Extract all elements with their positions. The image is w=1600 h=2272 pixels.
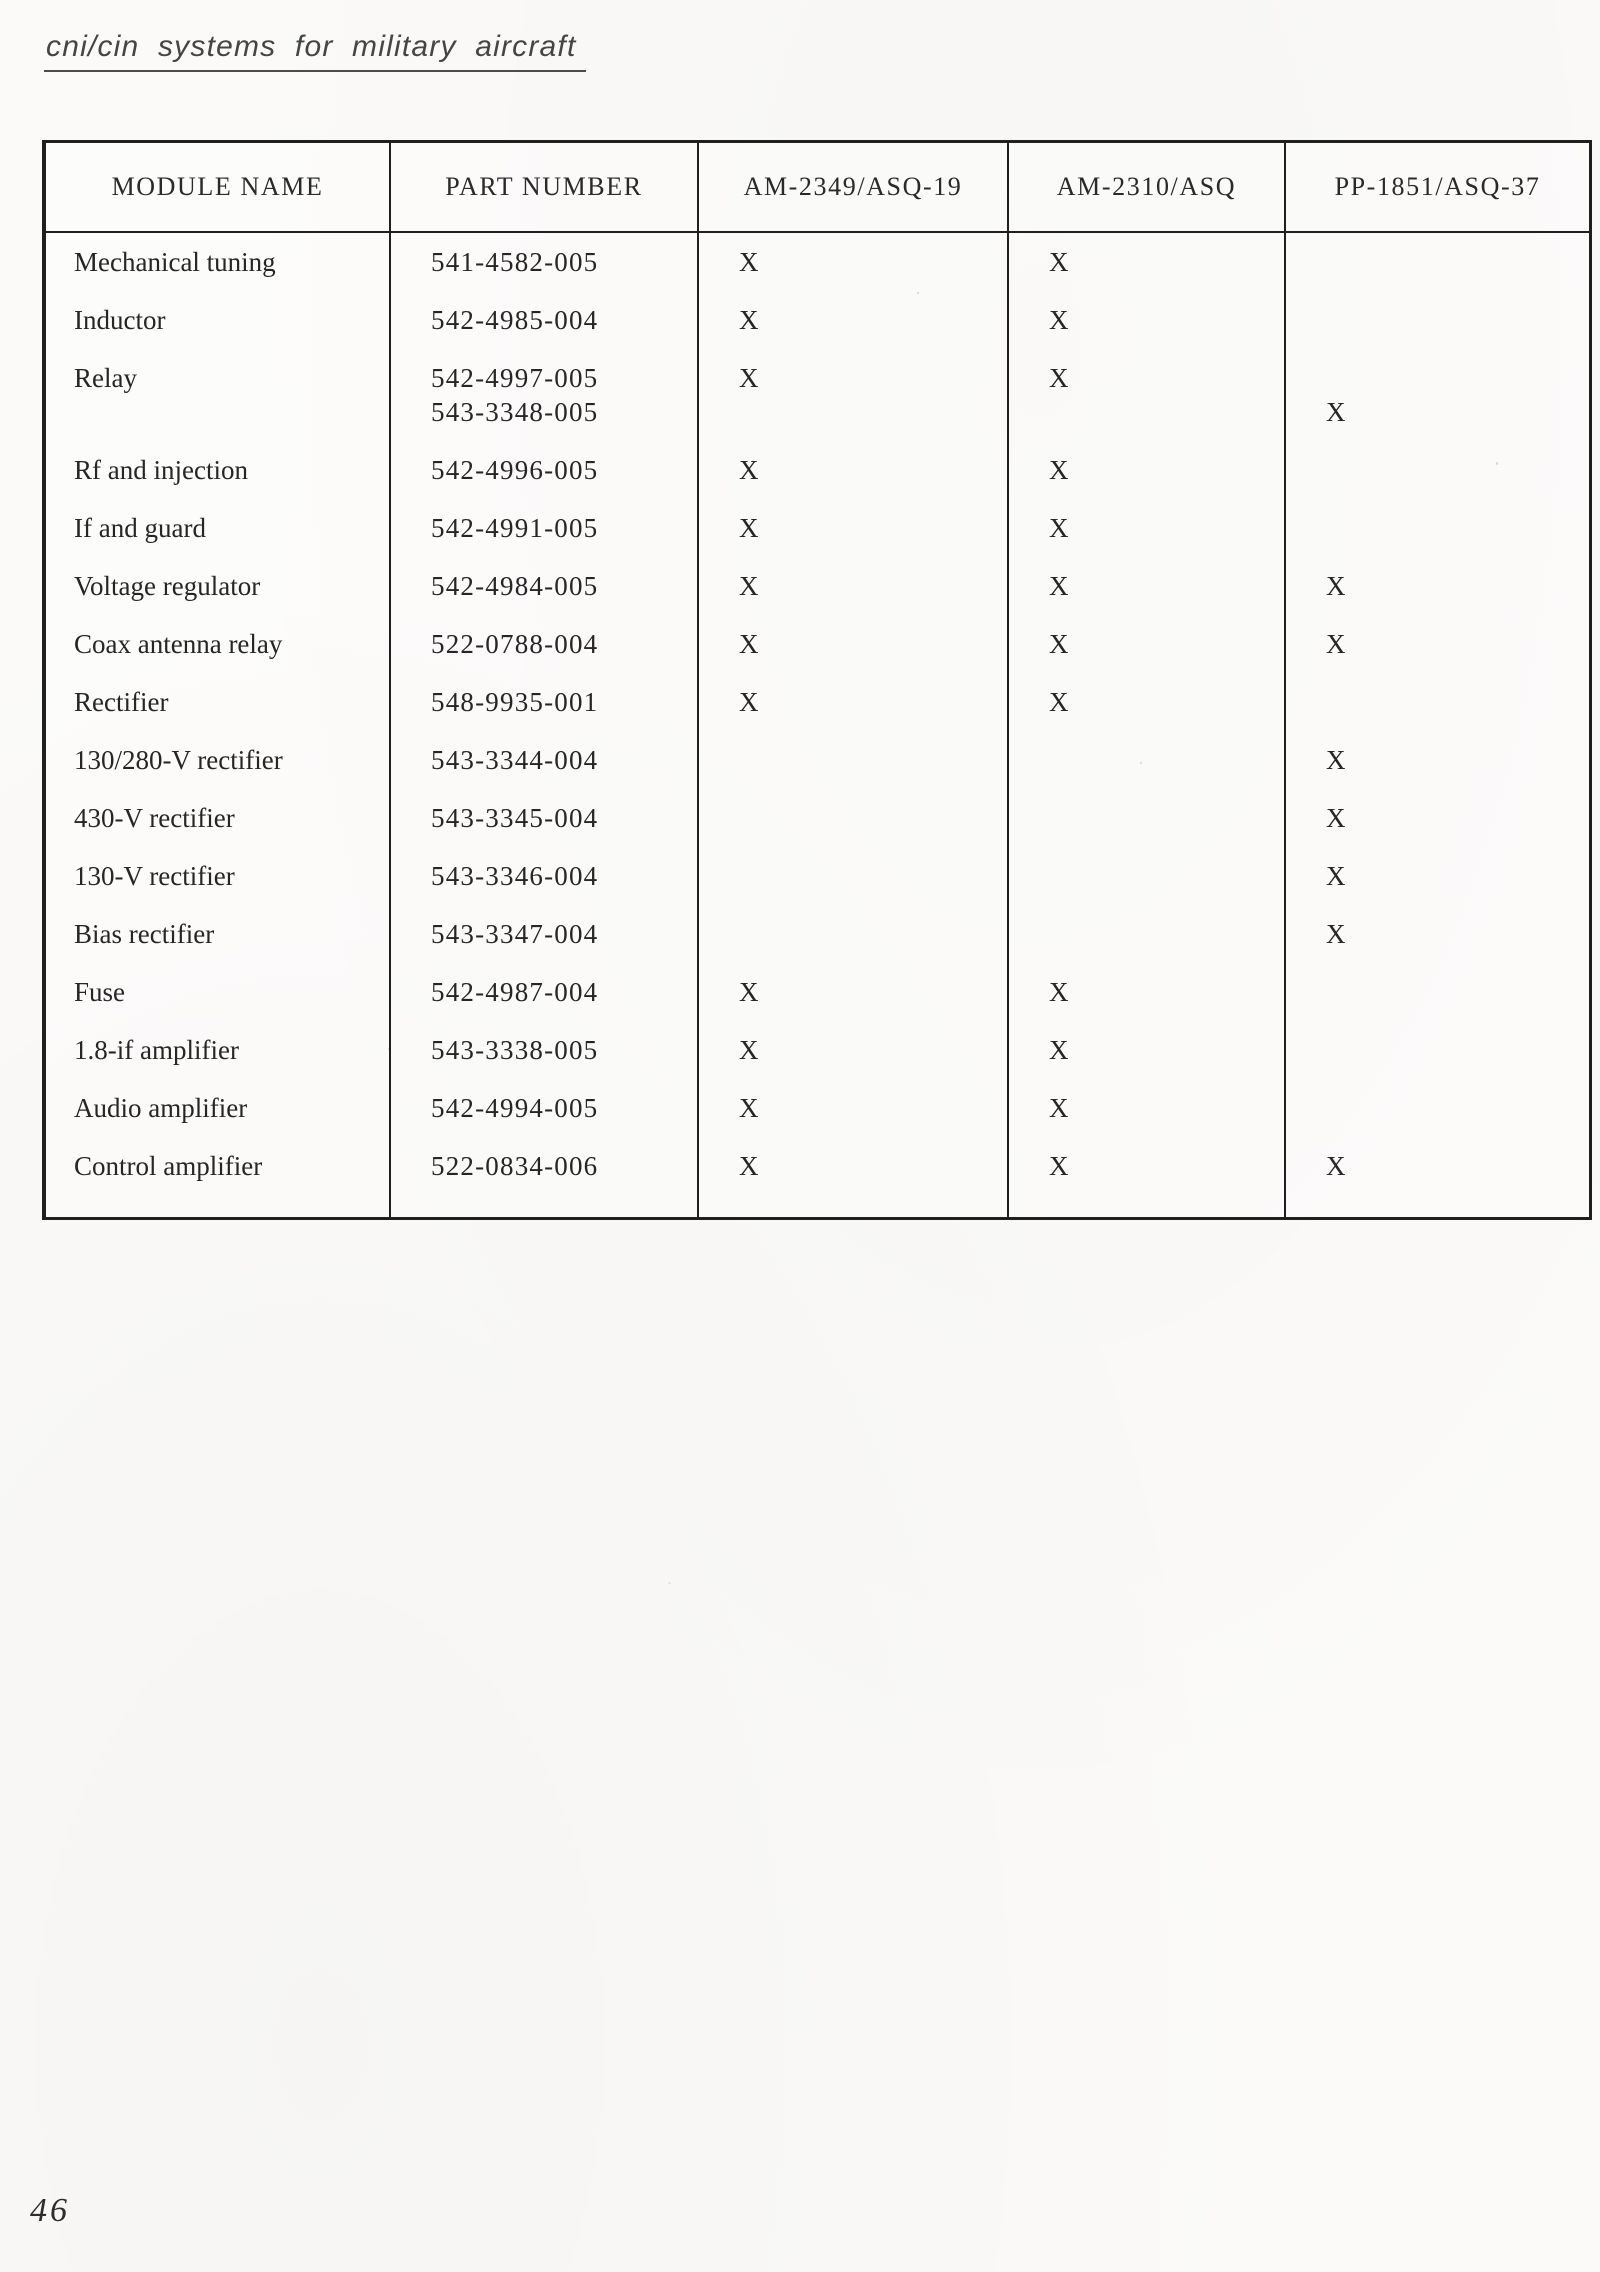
x-mark: X: [739, 305, 759, 335]
part-number: 542-4987-004: [431, 977, 599, 1007]
part-number: 542-4994-005: [431, 1093, 599, 1123]
x-mark-empty: [739, 859, 1007, 893]
module-name-cell: [46, 673, 389, 731]
page-title: cni/cin systems for military aircraft: [44, 30, 586, 72]
x-mark: X: [1326, 629, 1346, 659]
x-mark-empty: [1326, 685, 1589, 719]
module-name-cell: [46, 233, 389, 291]
module-name-cell: [46, 963, 389, 1021]
pp1851-mark-cell: [1284, 1079, 1589, 1137]
x-mark: X: [739, 1093, 759, 1123]
x-mark: X: [1049, 363, 1069, 393]
part-number-cell: [389, 291, 697, 349]
x-mark: X: [1326, 803, 1346, 833]
am2349-mark-cell: [697, 233, 1007, 291]
x-mark: X: [739, 513, 759, 543]
part-number-cell: [389, 963, 697, 1021]
x-mark-empty: [1326, 245, 1589, 279]
part-number-cell: [389, 1137, 697, 1217]
x-mark-empty: [1326, 975, 1589, 1009]
x-mark-empty: [1049, 801, 1284, 835]
part-number: 543-3345-004: [431, 803, 599, 833]
x-mark: X: [739, 247, 759, 277]
part-number-cell: [389, 499, 697, 557]
am2310-mark-cell: [1007, 905, 1284, 963]
x-mark-empty: [1326, 361, 1589, 395]
am2349-mark-cell: [697, 291, 1007, 349]
module-label: Inductor: [74, 305, 166, 335]
module-label: Coax antenna relay: [74, 629, 283, 659]
module-name-cell: [46, 1021, 389, 1079]
am2310-mark-cell: [1007, 615, 1284, 673]
x-mark: X: [739, 1151, 759, 1181]
module-name-cell: [46, 291, 389, 349]
am2310-mark-cell: [1007, 233, 1284, 291]
pp1851-mark-cell: [1284, 349, 1589, 441]
x-mark: X: [739, 629, 759, 659]
x-mark: X: [739, 977, 759, 1007]
part-number: 542-4997-005: [431, 363, 599, 393]
am2310-mark-cell: [1007, 349, 1284, 441]
pp1851-mark-cell: [1284, 1021, 1589, 1079]
pp1851-mark-cell: [1284, 233, 1589, 291]
am2310-mark-cell: [1007, 557, 1284, 615]
x-mark: X: [739, 455, 759, 485]
x-mark-empty: [1326, 511, 1589, 545]
part-number: 543-3347-004: [431, 919, 599, 949]
am2310-mark-cell: [1007, 789, 1284, 847]
part-number: 542-4985-004: [431, 305, 599, 335]
am2310-mark-cell: [1007, 499, 1284, 557]
module-name-cell: [46, 1137, 389, 1217]
part-number: 542-4984-005: [431, 571, 599, 601]
pp1851-mark-cell: [1284, 441, 1589, 499]
am2349-mark-cell: [697, 673, 1007, 731]
am2310-mark-cell: [1007, 847, 1284, 905]
column-header-am2349: AM-2349/ASQ-19: [697, 143, 1007, 233]
x-mark: X: [1326, 919, 1346, 949]
x-mark-empty: [739, 395, 1007, 429]
scan-speck: [1496, 462, 1498, 465]
module-name-cell: [46, 789, 389, 847]
x-mark-empty: [1326, 1091, 1589, 1125]
pp1851-mark-cell: [1284, 905, 1589, 963]
part-number: 543-3344-004: [431, 745, 599, 775]
am2310-mark-cell: [1007, 673, 1284, 731]
x-mark-empty: [1049, 395, 1284, 429]
am2310-mark-cell: [1007, 731, 1284, 789]
am2349-mark-cell: [697, 963, 1007, 1021]
pp1851-mark-cell: [1284, 847, 1589, 905]
module-label: Control amplifier: [74, 1151, 263, 1181]
pp1851-mark-cell: [1284, 731, 1589, 789]
pp1851-mark-cell: [1284, 673, 1589, 731]
x-mark: X: [1326, 745, 1346, 775]
module-label: Audio amplifier: [74, 1093, 248, 1123]
module-name-cell: [46, 615, 389, 673]
part-number-cell: [389, 673, 697, 731]
column-header-am2310: AM-2310/ASQ: [1007, 143, 1284, 233]
scan-speck: [632, 186, 635, 189]
x-mark: X: [1326, 861, 1346, 891]
page-number: 46: [30, 2192, 70, 2229]
am2310-mark-cell: [1007, 1079, 1284, 1137]
part-number: 548-9935-001: [431, 687, 599, 717]
x-mark: X: [1049, 687, 1069, 717]
x-mark: X: [739, 363, 759, 393]
x-mark-empty: [739, 743, 1007, 777]
module-label: Mechanical tuning: [74, 247, 276, 277]
module-label: 430-V rectifier: [74, 803, 235, 833]
am2310-mark-cell: [1007, 291, 1284, 349]
x-mark: X: [1326, 1151, 1346, 1181]
part-number-cell: [389, 847, 697, 905]
module-label: Rf and injection: [74, 455, 248, 485]
part-number: 541-4582-005: [431, 247, 599, 277]
x-mark: X: [1049, 977, 1069, 1007]
x-mark-empty: [1326, 453, 1589, 487]
am2349-mark-cell: [697, 499, 1007, 557]
module-name-cell: [46, 731, 389, 789]
am2349-mark-cell: [697, 789, 1007, 847]
am2349-mark-cell: [697, 1137, 1007, 1217]
module-name-cell: [46, 847, 389, 905]
am2310-mark-cell: [1007, 1137, 1284, 1217]
x-mark: X: [1049, 513, 1069, 543]
part-number-cell: [389, 1079, 697, 1137]
x-mark-empty: [1049, 917, 1284, 951]
x-mark-empty: [1326, 303, 1589, 337]
am2349-mark-cell: [697, 905, 1007, 963]
part-number: 522-0834-006: [431, 1151, 599, 1181]
x-mark: X: [1049, 1093, 1069, 1123]
x-mark-empty: [739, 801, 1007, 835]
module-label: Rectifier: [74, 687, 169, 717]
module-label: If and guard: [74, 513, 206, 543]
module-label: 1.8-if amplifier: [74, 1035, 239, 1065]
part-number-cell: [389, 441, 697, 499]
scan-speck: [388, 1048, 390, 1050]
part-number-cell: [389, 349, 697, 441]
part-number-cell: [389, 557, 697, 615]
x-mark-empty: [1326, 1033, 1589, 1067]
module-name-cell: [46, 499, 389, 557]
x-mark: X: [1049, 1151, 1069, 1181]
x-mark-empty: [1049, 743, 1284, 777]
am2310-mark-cell: [1007, 441, 1284, 499]
module-label: 130-V rectifier: [74, 861, 235, 891]
x-mark: X: [1326, 571, 1346, 601]
module-parts-table: [42, 140, 1592, 1220]
part-number-cell: [389, 615, 697, 673]
pp1851-mark-cell: [1284, 615, 1589, 673]
part-number: 522-0788-004: [431, 629, 599, 659]
pp1851-mark-cell: [1284, 291, 1589, 349]
am2349-mark-cell: [697, 731, 1007, 789]
column-header-pp1851: PP-1851/ASQ-37: [1284, 143, 1589, 233]
pp1851-mark-cell: [1284, 963, 1589, 1021]
x-mark: X: [1049, 247, 1069, 277]
column-header-part-number: PART NUMBER: [389, 143, 697, 233]
part-number: 543-3338-005: [431, 1035, 599, 1065]
x-mark: X: [739, 571, 759, 601]
x-mark: X: [1049, 571, 1069, 601]
am2349-mark-cell: [697, 847, 1007, 905]
x-mark-empty: [1049, 859, 1284, 893]
x-mark: X: [1326, 397, 1346, 427]
module-name-cell: [46, 349, 389, 441]
x-mark: X: [1049, 629, 1069, 659]
column-header-module-name: MODULE NAME: [46, 143, 389, 233]
am2310-mark-cell: [1007, 963, 1284, 1021]
module-label: Bias rectifier: [74, 919, 215, 949]
part-number: 543-3348-005: [431, 397, 599, 427]
scan-speck: [917, 292, 919, 294]
module-label: Voltage regulator: [74, 571, 261, 601]
part-number: 543-3346-004: [431, 861, 599, 891]
part-number-cell: [389, 905, 697, 963]
pp1851-mark-cell: [1284, 557, 1589, 615]
module-name-cell: [46, 905, 389, 963]
scan-speck: [668, 1582, 671, 1584]
part-number-cell: [389, 731, 697, 789]
x-mark: X: [1049, 305, 1069, 335]
am2349-mark-cell: [697, 441, 1007, 499]
pp1851-mark-cell: [1284, 789, 1589, 847]
part-number-cell: [389, 233, 697, 291]
part-number: 542-4996-005: [431, 455, 599, 485]
x-mark: X: [1049, 455, 1069, 485]
pp1851-mark-cell: [1284, 499, 1589, 557]
am2349-mark-cell: [697, 557, 1007, 615]
am2310-mark-cell: [1007, 1021, 1284, 1079]
am2349-mark-cell: [697, 1021, 1007, 1079]
part-number-cell: [389, 1021, 697, 1079]
part-number-cell: [389, 789, 697, 847]
scan-speck: [1140, 762, 1142, 764]
am2349-mark-cell: [697, 615, 1007, 673]
pp1851-mark-cell: [1284, 1137, 1589, 1217]
module-label: 130/280-V rectifier: [74, 745, 283, 775]
x-mark-empty: [739, 917, 1007, 951]
module-label: Relay: [74, 363, 137, 393]
module-name-cell: [46, 441, 389, 499]
module-name-cell: [46, 1079, 389, 1137]
x-mark: X: [1049, 1035, 1069, 1065]
part-number: 542-4991-005: [431, 513, 599, 543]
module-label: Fuse: [74, 977, 126, 1007]
am2349-mark-cell: [697, 1079, 1007, 1137]
am2349-mark-cell: [697, 349, 1007, 441]
x-mark: X: [739, 687, 759, 717]
x-mark: X: [739, 1035, 759, 1065]
module-name-cell: [46, 557, 389, 615]
